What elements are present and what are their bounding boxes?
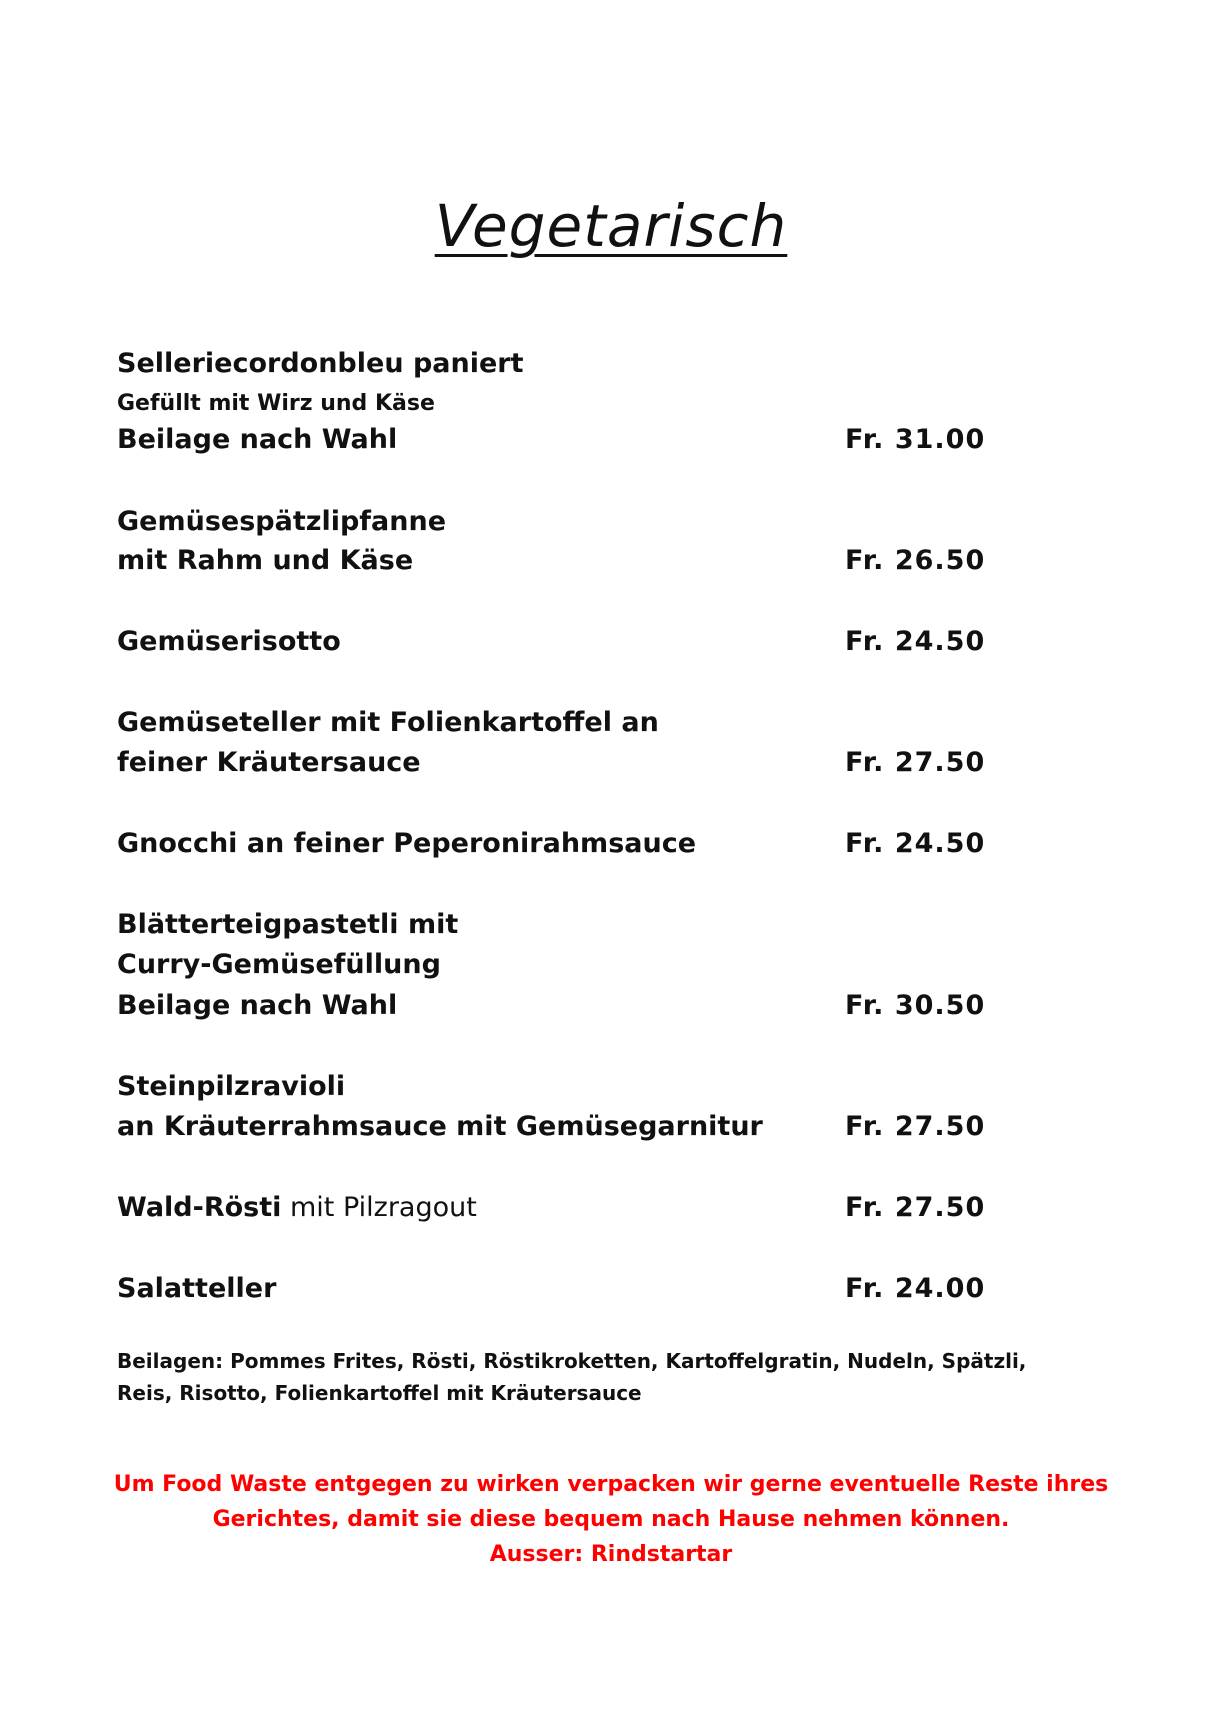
menu-item-description: Gefüllt mit Wirz und Käse [117,391,435,416]
menu-item-description: mit Rahm und Käse [117,545,414,576]
menu-item-price: Fr. 27.50 [845,1111,986,1142]
menu-item-price: Fr. 27.50 [845,1192,986,1223]
food-waste-note-line: Um Food Waste entgegen zu wirken verpacken wir gerne eventuelle Reste ihres [113,1472,1109,1497]
menu-item-description: mit Pilzragout [281,1192,477,1223]
page-title-text: Vegetarisch [434,192,788,260]
menu-item-name: Gemüsespätzlipfanne [117,506,447,537]
menu-item-price: Fr. 24.50 [845,828,986,859]
menu-item-price: Fr. 30.50 [845,990,986,1021]
page-title [0,192,1222,260]
side-dishes-list: Beilagen: Pommes Frites, Rösti, Röstikroketten, Kartoffelgratin, Nudeln, Spätzli, Reis, Risotto, Folienkartoffel mit Kräutersauce [117,1349,1027,1405]
menu-item-name: Gemüseteller mit Folienkartoffel an [117,707,659,738]
menu-item-name: Steinpilzravioli [117,1071,346,1102]
menu-item-name: Gnocchi an feiner Peperonirahmsauce [117,828,697,859]
menu-item-side-note: Beilage nach Wahl [117,424,398,455]
menu-item-price: Fr. 27.50 [845,747,986,778]
food-waste-note-line: Ausser: Rindstartar [489,1542,733,1567]
menu-item-name: Blätterteigpastetli mit [117,909,459,940]
menu-item-name: Salatteller [117,1273,277,1304]
menu-item-price: Fr. 26.50 [845,545,986,576]
menu-item-name [117,1190,477,1226]
food-waste-note-line: Gerichtes, damit sie diese bequem nach Hause nehmen können. [212,1507,1010,1532]
menu-item-name: Gemüserisotto [117,626,341,657]
food-waste-note [0,1467,1222,1572]
menu-item-description: feiner Kräutersauce [117,747,421,778]
menu-item-description: an Kräuterrahmsauce mit Gemüsegarnitur [117,1111,763,1142]
menu-item-price: Fr. 31.00 [845,424,986,455]
menu-item-name: Selleriecordonbleu paniert [117,348,524,379]
menu-item-price: Fr. 24.50 [845,626,986,657]
menu-item-price: Fr. 24.00 [845,1273,986,1304]
menu-item-description: Curry-Gemüsefüllung [117,949,441,980]
menu-item-side-note: Beilage nach Wahl [117,990,398,1021]
menu-item-name-bold: Wald-Rösti [117,1192,282,1223]
